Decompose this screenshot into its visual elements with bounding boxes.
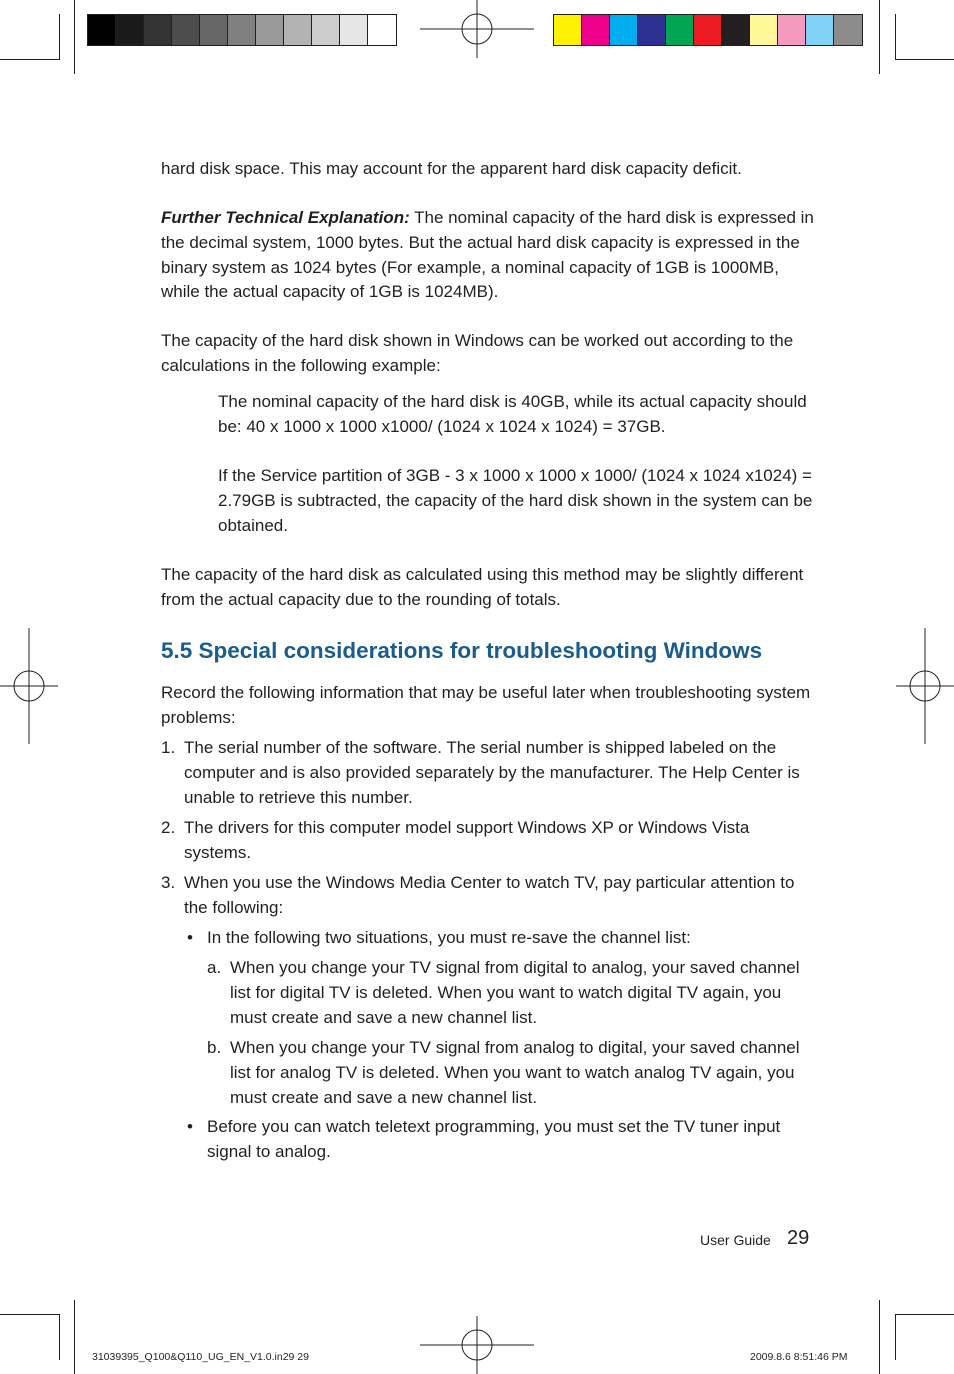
color-swatch <box>750 15 778 45</box>
color-swatch <box>582 15 610 45</box>
bullet-marker: • <box>187 1117 193 1136</box>
footer-guide-label: User Guide <box>700 1232 771 1248</box>
color-swatch <box>200 15 228 45</box>
footer-date-time: 2009.8.6 8:51:46 PM <box>750 1351 848 1363</box>
section-intro: Record the following information that may be useful later when troubleshooting system problems: <box>161 683 811 727</box>
color-swatch <box>694 15 722 45</box>
footer-file-info: 31039395_Q100&Q110_UG_EN_V1.0.in29 29 <box>92 1351 309 1363</box>
color-swatch <box>666 15 694 45</box>
paragraph-text: The nominal capacity of the hard disk is expressed in the decimal system, 1000 bytes. But the actual hard disk capacity is expressed in the binary system as 1024 bytes (For example, a nominal capacity of 1GB is 1000MB, while the actual capacity of 1GB is 1024MB). <box>161 208 814 302</box>
list-item: The serial number of the software. The serial number is shipped labeled on the computer and is also provided separately by the manufacturer. The Help Center is unable to retrieve this number. <box>184 738 800 807</box>
sub-list-marker: b. <box>207 1038 222 1057</box>
color-swatch <box>778 15 806 45</box>
list-marker: 1. <box>161 738 176 757</box>
bullet-item: Before you can watch teletext programming, you must set the TV tuner input signal to analog. <box>207 1117 781 1161</box>
list-item: The drivers for this computer model support Windows XP or Windows Vista systems. <box>184 818 750 862</box>
grayscale-color-bar <box>87 14 397 46</box>
sub-list-marker: a. <box>207 958 222 977</box>
paragraph-technical-explanation <box>161 206 821 305</box>
registration-mark-right <box>896 628 954 744</box>
process-color-bar <box>553 14 863 46</box>
list-marker: 3. <box>161 873 176 892</box>
bullet-item: In the following two situations, you must re-save the channel list: <box>207 928 691 947</box>
registration-mark-top <box>420 0 536 60</box>
color-swatch <box>312 15 340 45</box>
page-number: 29 <box>787 1227 810 1249</box>
bullet-marker: • <box>187 928 193 947</box>
color-swatch <box>834 15 862 45</box>
example-service-partition: If the Service partition of 3GB - 3 x 1000 x 1000 x 1000/ (1024 x 1024 x1024) = 2.79GB is subtracted, the capacity of the hard disk shown in the system can be obtained. <box>218 466 813 535</box>
paragraph-windows-capacity: The capacity of the hard disk shown in Windows can be worked out according to the calculations in the following example: <box>161 331 794 375</box>
color-swatch <box>88 15 116 45</box>
color-swatch <box>610 15 638 45</box>
color-swatch <box>228 15 256 45</box>
registration-mark-left <box>0 628 60 744</box>
color-swatch <box>172 15 200 45</box>
example-nominal-capacity: The nominal capacity of the hard disk is 40GB, while its actual capacity should be: 40 x 1000 x 1000 x1000/ (1024 x 1024 x 1024) = 37GB. <box>218 392 807 436</box>
color-swatch <box>144 15 172 45</box>
sub-list-item: When you change your TV signal from digital to analog, your saved channel list for digital TV is deleted. When you want to watch digital TV again, you must create and save a new channel list. <box>230 958 800 1027</box>
color-swatch <box>638 15 666 45</box>
color-swatch <box>722 15 750 45</box>
section-heading: 5.5 Special considerations for troubleshooting Windows <box>161 638 763 663</box>
registration-mark-bottom <box>420 1316 536 1374</box>
color-swatch <box>116 15 144 45</box>
color-swatch <box>806 15 834 45</box>
color-swatch <box>256 15 284 45</box>
paragraph-lead-in: Further Technical Explanation: <box>161 208 410 227</box>
sub-list-item: When you change your TV signal from analog to digital, your saved channel list for analog TV is deleted. When you want to watch analog TV again, you must create and save a new channel list. <box>230 1038 800 1107</box>
list-item: When you use the Windows Media Center to watch TV, pay particular attention to the following: <box>184 873 795 917</box>
color-swatch <box>368 15 396 45</box>
color-swatch <box>284 15 312 45</box>
list-marker: 2. <box>161 818 176 837</box>
paragraph-continuation: hard disk space. This may account for the apparent hard disk capacity deficit. <box>161 159 742 178</box>
paragraph-rounding: The capacity of the hard disk as calculated using this method may be slightly different from the actual capacity due to the rounding of totals. <box>161 565 804 609</box>
color-swatch <box>340 15 368 45</box>
color-swatch <box>554 15 582 45</box>
